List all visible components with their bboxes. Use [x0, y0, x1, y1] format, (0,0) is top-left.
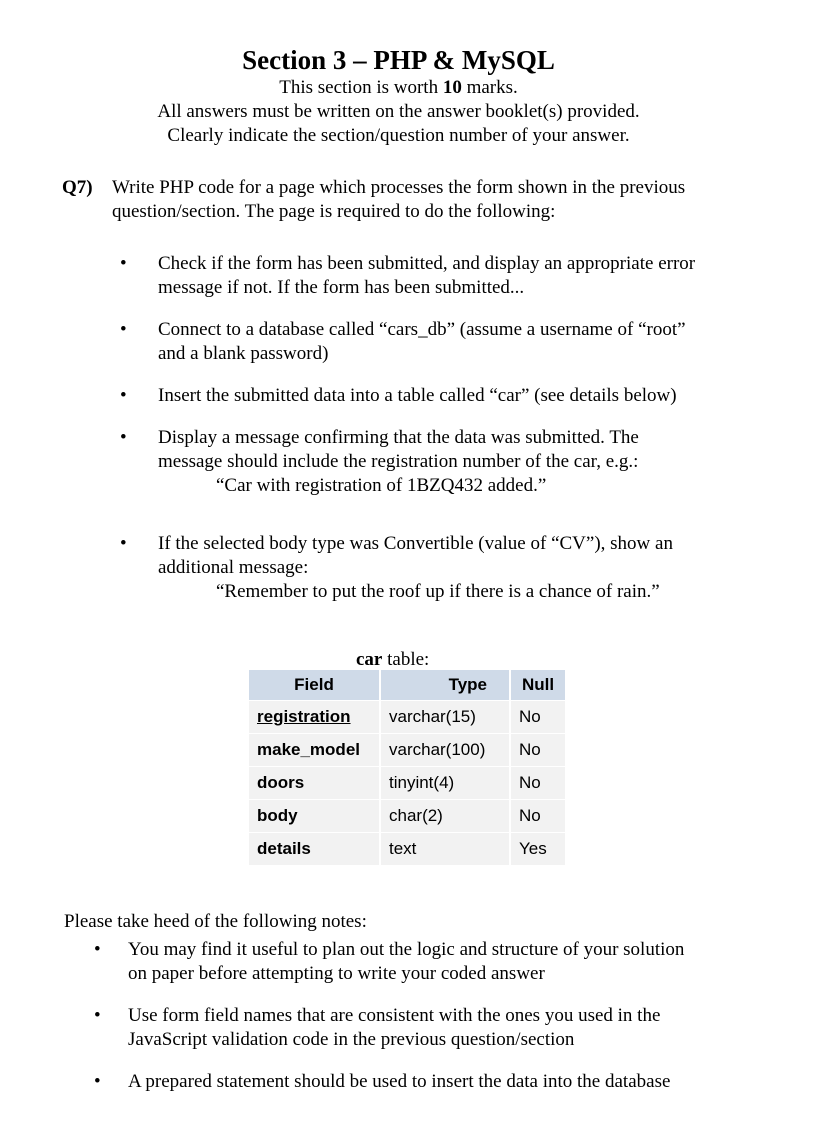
section-title: Section 3 – PHP & MySQL — [242, 45, 555, 75]
car-table — [249, 670, 565, 865]
field-null: No — [509, 799, 565, 832]
field-name: make_model — [249, 733, 379, 766]
example-message: “Car with registration of 1BZQ432 added.” — [216, 475, 547, 496]
table-caption: car table: — [356, 649, 430, 670]
example-message: “Remember to put the roof up if there is a chance of rain.” — [216, 581, 660, 602]
question-text: Write PHP code for a page which processes the form shown in the previous question/section. The page is required to do the following: — [112, 177, 686, 222]
field-type: varchar(15) — [379, 700, 509, 733]
table-row — [249, 733, 565, 766]
bullet-icon: • — [120, 427, 127, 448]
field-name: doors — [249, 766, 379, 799]
table-row — [249, 799, 565, 832]
list-item: • Display a message confirming that the data was submitted. The message should include the registration number of the car, e.g.: “Car with registration of 1BZQ432 added.” — [120, 426, 780, 498]
bullet-icon: • — [94, 1005, 101, 1026]
question-number: Q7) — [62, 177, 93, 198]
notes-intro: Please take heed of the following notes: — [64, 911, 367, 932]
bullet-icon: • — [120, 319, 127, 340]
list-item: • Use form field names that are consistent with the ones you used in the JavaScript validation code in the previous question/section — [94, 1005, 661, 1050]
field-type: varchar(100) — [379, 733, 509, 766]
bullet-icon: • — [120, 253, 127, 274]
question-q7 — [62, 176, 782, 224]
list-item: • If the selected body type was Convertible (value of “CV”), show an additional message: “Remember to put the roof up if there is a chance of rain.” — [120, 532, 780, 604]
notes-list — [94, 938, 784, 1094]
answer-booklet-instruction: All answers must be written on the answer booklet(s) provided. — [157, 101, 640, 122]
header-null: Null — [509, 670, 565, 700]
header-field: Field — [249, 670, 379, 700]
field-name: details — [249, 832, 379, 865]
field-type: text — [379, 832, 509, 865]
marks-line: This section is worth 10 marks. — [279, 77, 518, 98]
section-header — [0, 44, 797, 148]
list-item: • Check if the form has been submitted, and display an appropriate error message if not. If the form has been submitted... — [120, 253, 696, 298]
list-item: • Insert the submitted data into a table called “car” (see details below) — [120, 385, 677, 406]
table-header-row — [249, 670, 565, 700]
field-type: tinyint(4) — [379, 766, 509, 799]
field-null: Yes — [509, 832, 565, 865]
requirements-list — [120, 252, 780, 622]
field-null: No — [509, 766, 565, 799]
bullet-icon: • — [120, 385, 127, 406]
table-row — [249, 766, 565, 799]
notes-section — [64, 910, 784, 1112]
bullet-icon: • — [120, 533, 127, 554]
field-type: char(2) — [379, 799, 509, 832]
field-null: No — [509, 733, 565, 766]
bullet-icon: • — [94, 1071, 101, 1092]
bullet-icon: • — [94, 939, 101, 960]
marks-value: 10 — [442, 77, 462, 98]
table-row — [249, 832, 565, 865]
header-type: Type — [379, 670, 509, 700]
table-row — [249, 700, 565, 733]
list-item: • A prepared statement should be used to insert the data into the database — [94, 1071, 671, 1092]
field-null: No — [509, 700, 565, 733]
field-name: body — [249, 799, 379, 832]
list-item: • Connect to a database called “cars_db” (assume a username of “root” and a blank password) — [120, 319, 686, 364]
field-name: registration — [249, 700, 379, 733]
list-item: • You may find it useful to plan out the logic and structure of your solution on paper before attempting to write your coded answer — [94, 939, 685, 984]
section-number-instruction: Clearly indicate the section/question number of your answer. — [167, 125, 630, 146]
